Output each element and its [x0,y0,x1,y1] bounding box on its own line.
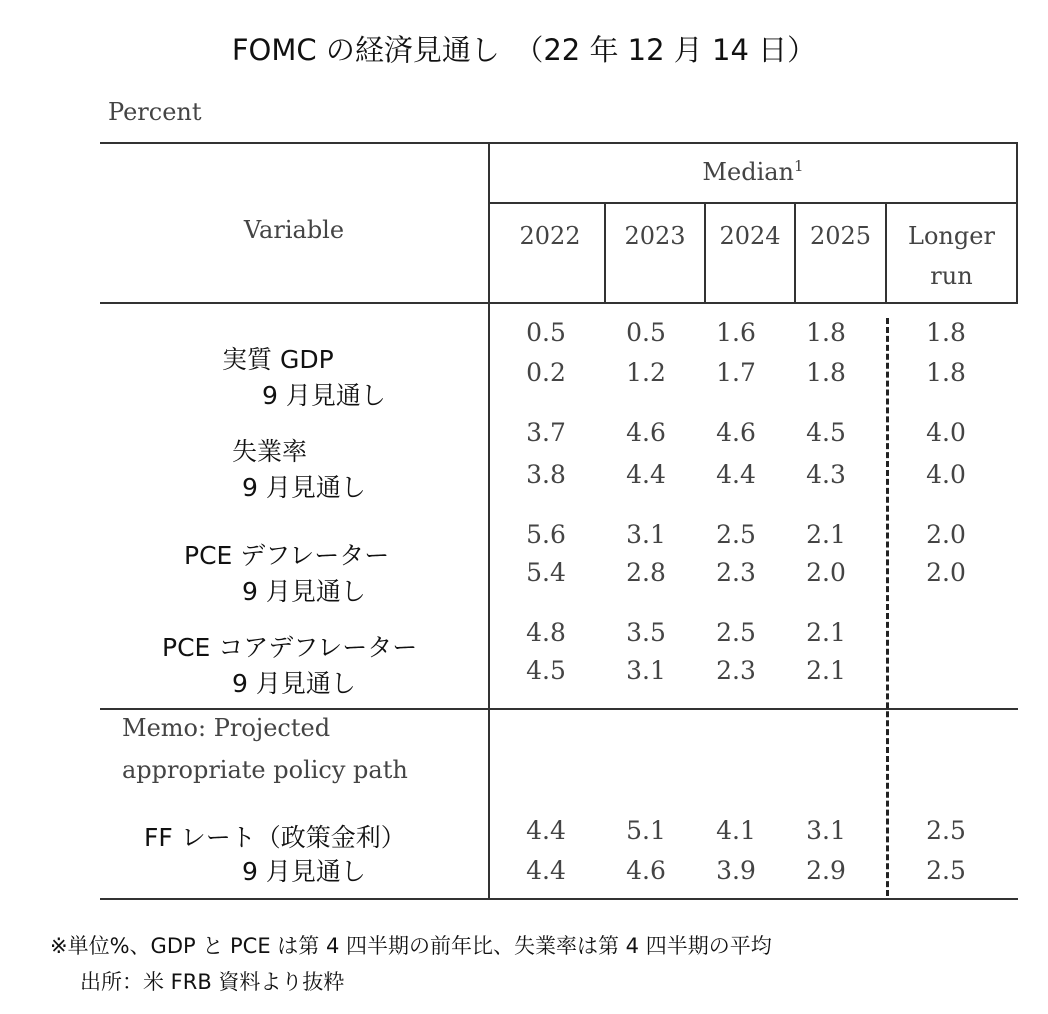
value-unemp-sep-longer-run: 4.0 [926,460,966,489]
year-header-2025: 2025 [809,222,872,250]
longer-run-dashed-divider [886,318,889,896]
value-pce-sep-2025: 2.0 [806,558,846,587]
value-core-pce-sep-2025: 2.1 [806,656,846,685]
row-label-pce-deflator-september: 9 月見通し [242,577,366,606]
value-core-pce-2024: 2.5 [716,618,756,647]
value-gdp-sep-2022: 0.2 [526,358,566,387]
value-pce-2025: 2.1 [806,520,846,549]
row-label-real-gdp-september: 9 月見通し [262,381,386,410]
row-label-ff-rate-september: 9 月見通し [242,857,366,886]
value-gdp-sep-2024: 1.7 [716,358,756,387]
value-ff-sep-2023: 4.6 [626,856,666,885]
value-pce-2022: 5.6 [526,520,566,549]
value-unemp-2023: 4.6 [626,418,666,447]
row-label-unemployment-september: 9 月見通し [242,473,366,502]
year-header-2022: 2022 [519,222,581,250]
value-ff-2024: 4.1 [716,816,756,845]
value-pce-2023: 3.1 [626,520,666,549]
value-pce-sep-2023: 2.8 [626,558,666,587]
value-unemp-sep-2023: 4.4 [626,460,666,489]
value-gdp-2025: 1.8 [806,318,846,347]
median-rule [488,202,1018,204]
col-divider-2023 [704,202,706,302]
table-top-rule [100,142,1018,144]
table-bottom-rule [100,898,1018,900]
memo-line-2: appropriate policy path [122,756,408,784]
value-unemp-2022: 3.7 [526,418,566,447]
col-divider-2022 [604,202,606,302]
value-ff-2022: 4.4 [526,816,566,845]
value-gdp-2022: 0.5 [526,318,566,347]
value-gdp-longer-run: 1.8 [926,318,966,347]
value-ff-2025: 3.1 [806,816,846,845]
longer-run-header-line1: Longer [908,222,995,250]
row-label-real-gdp: 実質 GDP [222,345,334,374]
value-unemp-sep-2024: 4.4 [716,460,756,489]
memo-rule [100,708,1018,710]
value-core-pce-2023: 3.5 [626,618,666,647]
value-gdp-sep-2023: 1.2 [626,358,666,387]
value-gdp-sep-2025: 1.8 [806,358,846,387]
variable-divider [488,142,490,900]
row-label-ff-rate: FF レート（政策金利） [144,823,406,852]
value-core-pce-2025: 2.1 [806,618,846,647]
value-core-pce-sep-2023: 3.1 [626,656,666,685]
value-pce-sep-longer-run: 2.0 [926,558,966,587]
value-unemp-2025: 4.5 [806,418,846,447]
value-pce-longer-run: 2.0 [926,520,966,549]
value-ff-sep-longer-run: 2.5 [926,856,966,885]
header-bottom-rule [100,302,1018,304]
value-core-pce-2022: 4.8 [526,618,566,647]
value-ff-sep-2024: 3.9 [716,856,756,885]
median-header-text: Median [702,158,795,186]
value-unemp-2024: 4.6 [716,418,756,447]
longer-run-header-line2: run [930,262,973,290]
value-unemp-sep-2025: 4.3 [806,460,846,489]
value-gdp-sep-longer-run: 1.8 [926,358,966,387]
value-pce-sep-2024: 2.3 [716,558,756,587]
median-header [488,157,1018,186]
col-divider-2024 [794,202,796,302]
value-gdp-2023: 0.5 [626,318,666,347]
median-footnote-mark: 1 [794,157,804,175]
value-unemp-longer-run: 4.0 [926,418,966,447]
unit-label: Percent [108,98,202,126]
note-source: 出所：米 FRB 資料より抜粋 [80,970,345,994]
row-label-pce-deflator: PCE デフレーター [184,541,390,570]
value-pce-2024: 2.5 [716,520,756,549]
row-label-unemployment: 失業率 [232,437,308,466]
value-unemp-sep-2022: 3.8 [526,460,566,489]
value-core-pce-sep-2024: 2.3 [716,656,756,685]
row-label-core-pce-deflator-september: 9 月見通し [232,669,356,698]
value-gdp-2024: 1.6 [716,318,756,347]
value-core-pce-sep-2022: 4.5 [526,656,566,685]
page-title: FOMC の経済見通し （22 年 12 月 14 日） [231,33,817,67]
value-ff-longer-run: 2.5 [926,816,966,845]
memo-line-1: Memo: Projected [122,714,331,742]
value-ff-2023: 5.1 [626,816,666,845]
year-header-2023: 2023 [624,222,686,250]
value-pce-sep-2022: 5.4 [526,558,566,587]
value-ff-sep-2025: 2.9 [806,856,846,885]
value-ff-sep-2022: 4.4 [526,856,566,885]
note-units: ※単位%、GDP と PCE は第 4 四半期の前年比、失業率は第 4 四半期の平均 [50,934,772,958]
variable-header: Variable [243,216,345,244]
row-label-core-pce-deflator: PCE コアデフレーター [162,633,418,662]
year-header-2024: 2024 [719,222,781,250]
